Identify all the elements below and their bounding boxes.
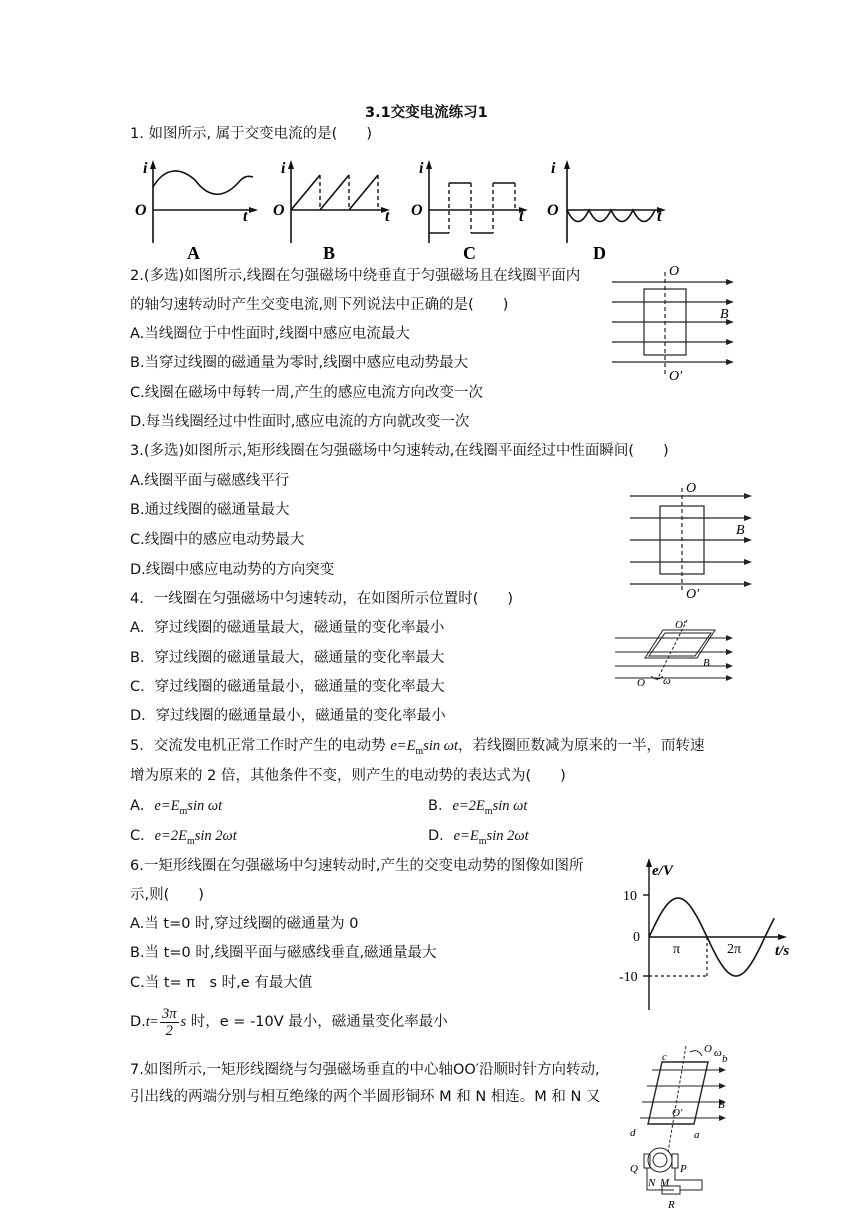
svg-text:a: a — [694, 1129, 700, 1141]
q6-stem-line1: 6.一矩形线圈在匀强磁场中匀速转动时,产生的交变电动势的图像如图所 — [130, 858, 584, 874]
page-title: 3.1交变电流练习1 — [365, 105, 488, 121]
field-b-label: B — [720, 307, 729, 322]
svg-text:O: O — [411, 202, 423, 219]
q5-option-b: B．$e=2E_m\sin$ ωt — [428, 798, 528, 817]
q7-generator-figure — [622, 1040, 742, 1210]
q2-stem-line2: 的轴匀速转动时产生交变电流,则下列说法中正确的是( ) — [130, 297, 509, 313]
q6-option-b: B.当 t=0 时,线圈平面与磁感线垂直,磁通量最大 — [130, 945, 437, 961]
axis-o-prime-label: O′ — [669, 369, 683, 384]
q2-option-a: A.当线圈位于中性面时,线圈中感应电流最大 — [130, 326, 410, 342]
x-tick-2pi: 2π — [727, 942, 742, 957]
q3-coil-figure — [630, 480, 760, 600]
svg-text:O′: O′ — [686, 587, 700, 602]
svg-text:t: t — [385, 208, 390, 225]
q5-option-c: C．$e=2E_m\sin$ 2ωt — [130, 828, 237, 847]
svg-text:d: d — [630, 1127, 636, 1139]
q4-stem: 4．一线圈在匀强磁场中匀速转动，在如图所示位置时( ) — [130, 591, 514, 607]
fraction: $\frac{3\pi}{2}$ — [162, 1005, 177, 1039]
y-tick-10: 10 — [623, 889, 637, 904]
q3-stem: 3.(多选)如图所示,矩形线圈在匀强磁场中匀速转动,在线圈平面经过中性面瞬间( ) — [130, 443, 669, 459]
graph-a — [135, 160, 258, 263]
svg-text:i: i — [551, 160, 556, 177]
svg-text:Q: Q — [630, 1163, 638, 1175]
q6-stem-line2: 示,则( ) — [130, 887, 204, 903]
q4-option-b: B．穿过线圈的磁通量最大，磁通量的变化率最大 — [130, 650, 445, 666]
svg-text:O: O — [704, 1043, 712, 1055]
graph-label-a: A — [187, 243, 200, 263]
svg-text:t: t — [657, 208, 662, 225]
q4-coil-figure — [615, 618, 745, 688]
svg-text:O: O — [686, 481, 697, 496]
q7-stem-line2: 引出线的两端分别与相互绝缘的两个半圆形铜环 M 和 N 相连。M 和 N 又 — [130, 1089, 601, 1105]
svg-text:O: O — [547, 202, 559, 219]
q6-emf-graph — [615, 855, 795, 1015]
svg-text:i: i — [419, 160, 424, 177]
svg-text:M: M — [660, 1177, 670, 1189]
q3-option-a: A.线圈平面与磁感线平行 — [130, 473, 290, 489]
q5-option-d: D．$e=E_m\sin$ 2ωt — [428, 828, 529, 847]
graph-label-d: D — [593, 243, 606, 263]
svg-text:B: B — [703, 657, 710, 669]
svg-text:c: c — [662, 1051, 667, 1063]
q2-coil-figure — [612, 262, 742, 382]
q4-option-a: A．穿过线圈的磁通量最大，磁通量的变化率最小 — [130, 620, 445, 636]
q2-stem-line1: 2.(多选)如图所示,线圈在匀强磁场中绕垂直于匀强磁场且在线圈平面内 — [130, 268, 581, 284]
q5-stem-line2: 增为原来的 2 倍，其他条件不变，则产生的电动势的表达式为( ) — [130, 768, 566, 784]
svg-text:O′: O′ — [675, 619, 686, 631]
graph-c — [411, 160, 528, 263]
graph-label-b: B — [323, 243, 336, 263]
q5-stem-line1: 5．交流发电机正常工作时产生的电动势 $e=E_m\sin$ ωt，若线圈匝数减为原来的一半，而转速 — [130, 738, 705, 757]
svg-text:R: R — [668, 1199, 675, 1211]
q4-option-c: C．穿过线圈的磁通量最小，磁通量的变化率最大 — [130, 679, 445, 695]
svg-text:P: P — [680, 1163, 687, 1175]
svg-text:O: O — [273, 202, 285, 219]
axis-t-label: t — [243, 208, 248, 225]
axis-o-label: O — [669, 264, 680, 279]
q2-option-c: C.线圈在磁场中每转一周,产生的感应电流方向改变一次 — [130, 385, 483, 401]
x-tick-pi: π — [673, 942, 681, 957]
svg-text:O: O — [637, 677, 645, 689]
axis-i-label: i — [143, 160, 148, 177]
x-axis-label: t/s — [775, 943, 790, 959]
svg-text:B: B — [736, 523, 745, 538]
y-tick-0: 0 — [633, 930, 640, 945]
svg-text:ω: ω — [714, 1047, 722, 1059]
origin-label: O — [135, 202, 147, 219]
q7-stem-line1: 7.如图所示,一矩形线圈绕与匀强磁场垂直的中心轴OO′沿顺时针方向转动, — [130, 1062, 600, 1078]
svg-text:B: B — [718, 1099, 725, 1111]
q1-stem: 1. 如图所示, 属于交变电流的是( ) — [130, 126, 372, 142]
y-axis-label: e/V — [652, 863, 673, 879]
q3-option-b: B.通过线圈的磁通量最大 — [130, 502, 290, 518]
q2-option-b: B.当穿过线圈的磁通量为零时,线圈中感应电动势最大 — [130, 355, 469, 371]
svg-text:N: N — [648, 1177, 656, 1189]
q5-option-a: A．$e=E_m\sin$ ωt — [130, 798, 223, 817]
svg-text:b: b — [722, 1053, 728, 1065]
q3-option-c: C.线圈中的感应电动势最大 — [130, 532, 305, 548]
q1-graphs — [125, 155, 685, 265]
graph-d — [547, 160, 666, 263]
q6-option-d: D.t= $\frac{3\pi}{2}$ s 时，e = -10V 最小，磁通量变化率最小 — [130, 1005, 448, 1039]
svg-text:ω: ω — [663, 675, 671, 687]
svg-text:t: t — [519, 208, 524, 225]
svg-text:i: i — [281, 160, 286, 177]
q6-option-a: A.当 t=0 时,穿过线圈的磁通量为 0 — [130, 916, 359, 932]
graph-b — [273, 160, 390, 263]
svg-text:O′: O′ — [672, 1107, 683, 1119]
q6-option-c: C.当 t= π s 时,e 有最大值 — [130, 975, 313, 991]
q2-option-d: D.每当线圈经过中性面时,感应电流的方向就改变一次 — [130, 414, 470, 430]
q3-option-d: D.线圈中感应电动势的方向突变 — [130, 562, 335, 578]
q4-option-d: D．穿过线圈的磁通量最小，磁通量的变化率最小 — [130, 708, 446, 724]
y-tick-neg10: -10 — [619, 970, 638, 985]
graph-label-c: C — [463, 243, 476, 263]
